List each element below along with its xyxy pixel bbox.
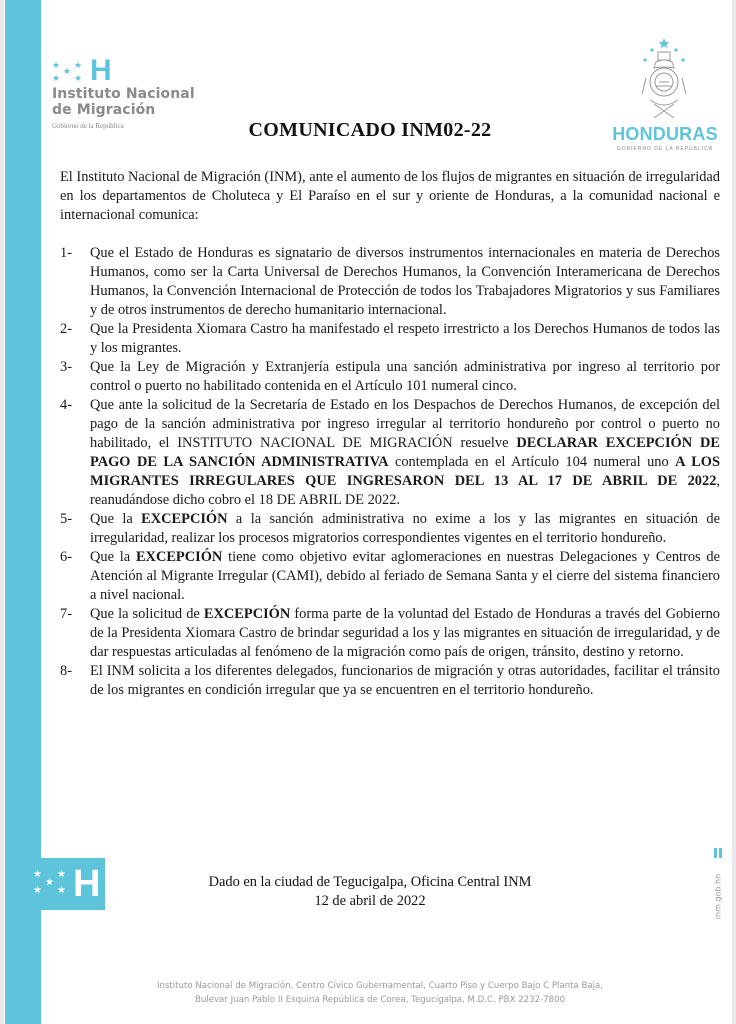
list-item (60, 244, 720, 320)
star-icon: ★ (33, 869, 42, 880)
logo-subtitle: GOBIERNO DE LA REPÚBLICA (616, 146, 714, 152)
logo-mark: H (90, 54, 112, 87)
item-text: Que la (90, 511, 142, 527)
logo-country: HONDURAS (612, 124, 718, 144)
list-item (60, 605, 720, 662)
list-item (60, 662, 720, 700)
star-icon: ★ (74, 61, 83, 71)
item-text: Que la solicitud de (90, 606, 204, 622)
emphasis-text: EXCEPCIÓN (141, 511, 228, 527)
list-item (60, 548, 720, 605)
statement-list (60, 244, 720, 700)
badge-mark: H (73, 863, 101, 905)
item-number: 3- (60, 359, 72, 375)
star-icon: ★ (52, 74, 61, 84)
footer-address: Instituto Nacional de Migración, Centro Cívico Gubernamental, Cuarto Piso y Cuerpo Bajo C Planta Baja, Bulevar Juan Pablo II Esquina República de Corea, Tegucigalpa, M.D.C. PBX 2232-7800 (156, 981, 604, 1005)
website (711, 848, 725, 928)
item-text: a la sanción administrativa no exime a los y las migrantes en situación de irregularidad, realizar los procesos migratorios correspondientes vigentes en el territorio hondureño. (90, 511, 720, 546)
item-text: Que la Ley de Migración y Extranjería estipula una sanción administrativa por ingreso al territorio por control o puerto no habilitado contenida en el Artículo 101 numeral cinco. (90, 359, 720, 394)
emphasis-text: EXCEPCIÓN (203, 606, 291, 622)
emphasis-text: A LOS MIGRANTES IRREGULARES QUE INGRESARON DEL 13 AL 17 DE ABRIL DE 2022 (90, 454, 720, 489)
star-icon-group (33, 870, 75, 898)
list-item (60, 358, 720, 396)
logo-name: Instituto Nacional de Migración (52, 86, 195, 118)
item-number: 6- (60, 549, 72, 565)
list-item (60, 320, 720, 358)
intro-paragraph: El Instituto Nacional de Migración (INM), ante el aumento de los flujos de migrantes en situación de irregularidad en los departamentos de Choluteca y El Paraíso en el sur y oriente de Honduras, a la comunidad nacional e internacional comunica: (60, 169, 720, 223)
star-icon: ★ (52, 61, 61, 71)
star-icon: ★ (33, 885, 42, 896)
item-number: 4- (60, 397, 72, 413)
emphasis-text: EXCEPCIÓN (135, 549, 223, 565)
h-mark-icon (714, 848, 722, 858)
item-text: Que la Presidenta Xiomara Castro ha manifestado el respeto irrestricto a los Derechos Humanos de todos las y los migrantes. (90, 321, 720, 356)
item-text: tiene como objetivo evitar aglomeraciones en nuestras Delegaciones y Centros de Atención al Migrante Irregular (CAMI), debido al feriado de Semana Santa y el cierre del sistema financiero a nivel nacional. (90, 549, 720, 603)
star-icon-group (52, 62, 86, 84)
coat-of-arms-icon (632, 38, 696, 120)
logo-subtitle: Gobierno de la República (52, 122, 124, 130)
item-text: El INM solicita a los diferentes delegados, funcionarios de migración y otras autoridades, facilitar el tránsito de los migrantes en condición irregular que ya se encuentren en el territorio hondureño. (90, 663, 720, 698)
item-text: Que la (90, 549, 136, 565)
item-number: 8- (60, 663, 72, 679)
document-body (60, 168, 720, 700)
item-number: 2- (60, 321, 72, 337)
emphasis-text: DECLARAR EXCEPCIÓN DE PAGO DE LA SANCIÓN ADMINISTRATIVA (90, 435, 720, 470)
page-title: COMUNICADO INM02-22 (248, 119, 492, 141)
list-item (60, 510, 720, 548)
list-item (60, 396, 720, 510)
item-text: contemplada en el Artículo 104 numeral uno (388, 454, 676, 470)
honduras-logo (606, 38, 726, 158)
website-url: inm.gob.hn (713, 873, 723, 920)
closing-date: 12 de abril de 2022 (314, 893, 426, 909)
item-number: 1- (60, 245, 72, 261)
item-text: forma parte de la voluntad del Estado de Honduras a través del Gobierno de la Presidenta Xiomara Castro de brindar seguridad a los y las migrantes en situación de irregularidad, y de dar respuestas articuladas al fenómeno de la migración como país de origen, tránsito, destino y retorno. (90, 606, 720, 660)
star-icon: ★ (45, 877, 54, 888)
star-icon: ★ (74, 74, 83, 84)
item-number: 7- (60, 606, 72, 622)
item-text: Que el Estado de Honduras es signatario de diversos instrumentos internacionales en materia de Derechos Humanos, como ser la Carta Universal de Derechos Humanos, la Convención Interamericana de Derechos Humanos, la Convención Internacional de Protección de todos los Trabajadores Migratorios y sus Familiares y de otros instrumentos de derecho humanitario internacional. (90, 245, 720, 318)
item-text: , reanudándose dicho cobro el 18 DE ABRIL DE 2022. (90, 473, 720, 508)
star-icon: ★ (57, 885, 66, 896)
item-number: 5- (60, 511, 72, 527)
closing (160, 873, 580, 911)
closing-place: Dado en la ciudad de Tegucigalpa, Oficina Central INM (208, 874, 532, 890)
item-text: Que ante la solicitud de la Secretaría de Estado en los Despachos de Derechos Humanos, de excepción del pago de la sanción administrativa por ingreso irregular al territorio hondureño por control o puerto no habilitado, el INSTITUTO NACIONAL DE MIGRACIÓN resuelve (90, 397, 720, 451)
inm-badge (5, 858, 105, 910)
star-icon: ★ (57, 869, 66, 880)
star-icon: ★ (63, 67, 72, 77)
